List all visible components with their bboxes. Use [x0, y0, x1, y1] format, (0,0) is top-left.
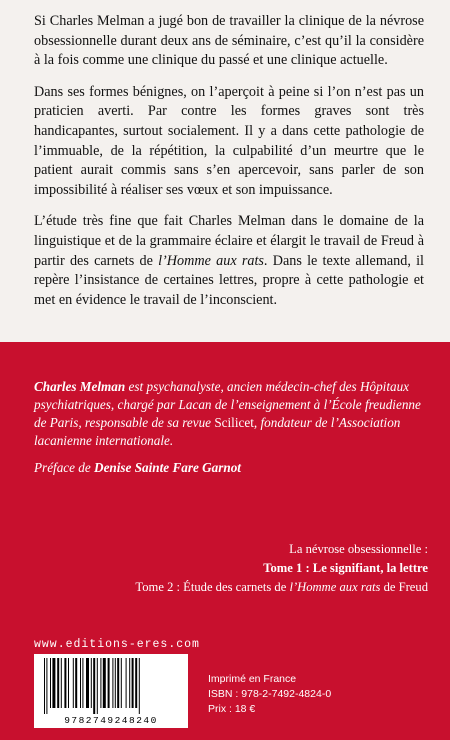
blurb-paragraph-2: Dans ses formes bénignes, on l’aperçoit à peine si l’on n’est pas un praticien averti. Par contre les formes graves sont très handicapantes, surtout socialement. Il y a dans cette pathologie de l’immuable, de la répétition, la culpabilité d’un meurtre que le patient aurait commis sans s’en apercevoir, sans parler de son impossibilité à réaliser ses vœux et son impuissance. [34, 83, 424, 198]
imprint-info [208, 672, 331, 717]
barcode-bar [117, 658, 119, 708]
barcode-bar [135, 658, 137, 708]
blurb-paragraph-3 [34, 212, 424, 310]
barcode-bar [80, 658, 81, 708]
barcode-bar [108, 658, 110, 708]
author-bio [34, 378, 424, 450]
blurb-section [0, 0, 450, 342]
blurb-paragraph-1: Si Charles Melman a jugé bon de travailler la clinique de la névrose obsessionnelle durant deux ans de séminaire, c’est qu’il la considère à la fois comme une clinique du passé et une clinique actuelle. [34, 13, 424, 69]
author-name: Charles Melman [34, 379, 126, 394]
series-info [18, 540, 428, 597]
author-bio-text-2: , fondateur de l’Association lacanienne internationale. [34, 415, 401, 448]
barcode-bar [68, 658, 69, 708]
series-tome-1-label: Tome 1 : Le signifiant, la lettre [263, 561, 428, 575]
blurb-paragraph-3-start: L’étude très fine que fait Charles Melman dans le domaine de la linguistique et de la grammaire éclaire et élargit le travail de Freud à partir des carnets de [34, 213, 424, 269]
publisher-website: www.editions-eres.com [34, 638, 200, 651]
barcode-bar [86, 658, 89, 708]
barcode-bars [42, 658, 180, 714]
barcode-bar [82, 658, 83, 708]
series-tome-1 [18, 559, 428, 578]
price: Prix : 18 € [208, 703, 256, 715]
barcode-bar [132, 658, 134, 708]
barcode-bar [64, 658, 66, 708]
barcode-bar [93, 658, 95, 714]
book-title-reference: l’Homme aux rats [158, 252, 264, 269]
barcode-bar [126, 658, 127, 708]
preface-label: Préface de [34, 460, 95, 475]
barcode-bar [139, 658, 140, 714]
blurb-paragraph-3-end: . Dans le texte allemand, il repère l’insistance de certaines lettres, propre à cette pathologie et met en évidence le travail de l’inconscient. [34, 252, 424, 308]
preface-author: Denise Sainte Fare Garnot [94, 460, 241, 475]
barcode-number: 9782749248240 [64, 715, 158, 726]
barcode-bar [129, 658, 130, 708]
series-tome-2 [18, 578, 428, 597]
barcode-bar [103, 658, 106, 708]
series-tome-2-start: Tome 2 : Étude des carnets de [135, 580, 290, 594]
red-band [0, 342, 450, 740]
barcode [34, 654, 188, 728]
series-tome-2-end: de Freud [380, 580, 428, 594]
printed-in: Imprimé en France [208, 673, 297, 685]
journal-name: Scilicet [214, 415, 254, 430]
barcode-bar [112, 658, 113, 708]
barcode-bar [57, 658, 59, 708]
barcode-bar [50, 658, 51, 708]
barcode-bar [91, 658, 92, 708]
preface-credit [34, 460, 424, 476]
barcode-bar [121, 658, 122, 708]
series-tome-2-title: l’Homme aux rats [289, 580, 381, 594]
isbn: ISBN : 978-2-7492-4824-0 [208, 688, 332, 700]
barcode-bar [46, 658, 47, 714]
barcode-bar [97, 658, 98, 714]
barcode-bar [73, 658, 74, 708]
blurb-text [34, 12, 424, 310]
barcode-bar [115, 658, 116, 708]
author-bio-text-1: est psychanalyste, ancien médecin-chef des Hôpitaux psychiatriques, chargé par Lacan de l’enseignement à l’École freudienne de Paris, responsable de sa revue [34, 379, 421, 430]
series-title: La névrose obsessionnelle : [289, 542, 428, 556]
barcode-bar [100, 658, 101, 708]
barcode-bar [75, 658, 77, 708]
barcode-bar [44, 658, 45, 714]
barcode-bar [61, 658, 62, 708]
barcode-bar [52, 658, 55, 708]
